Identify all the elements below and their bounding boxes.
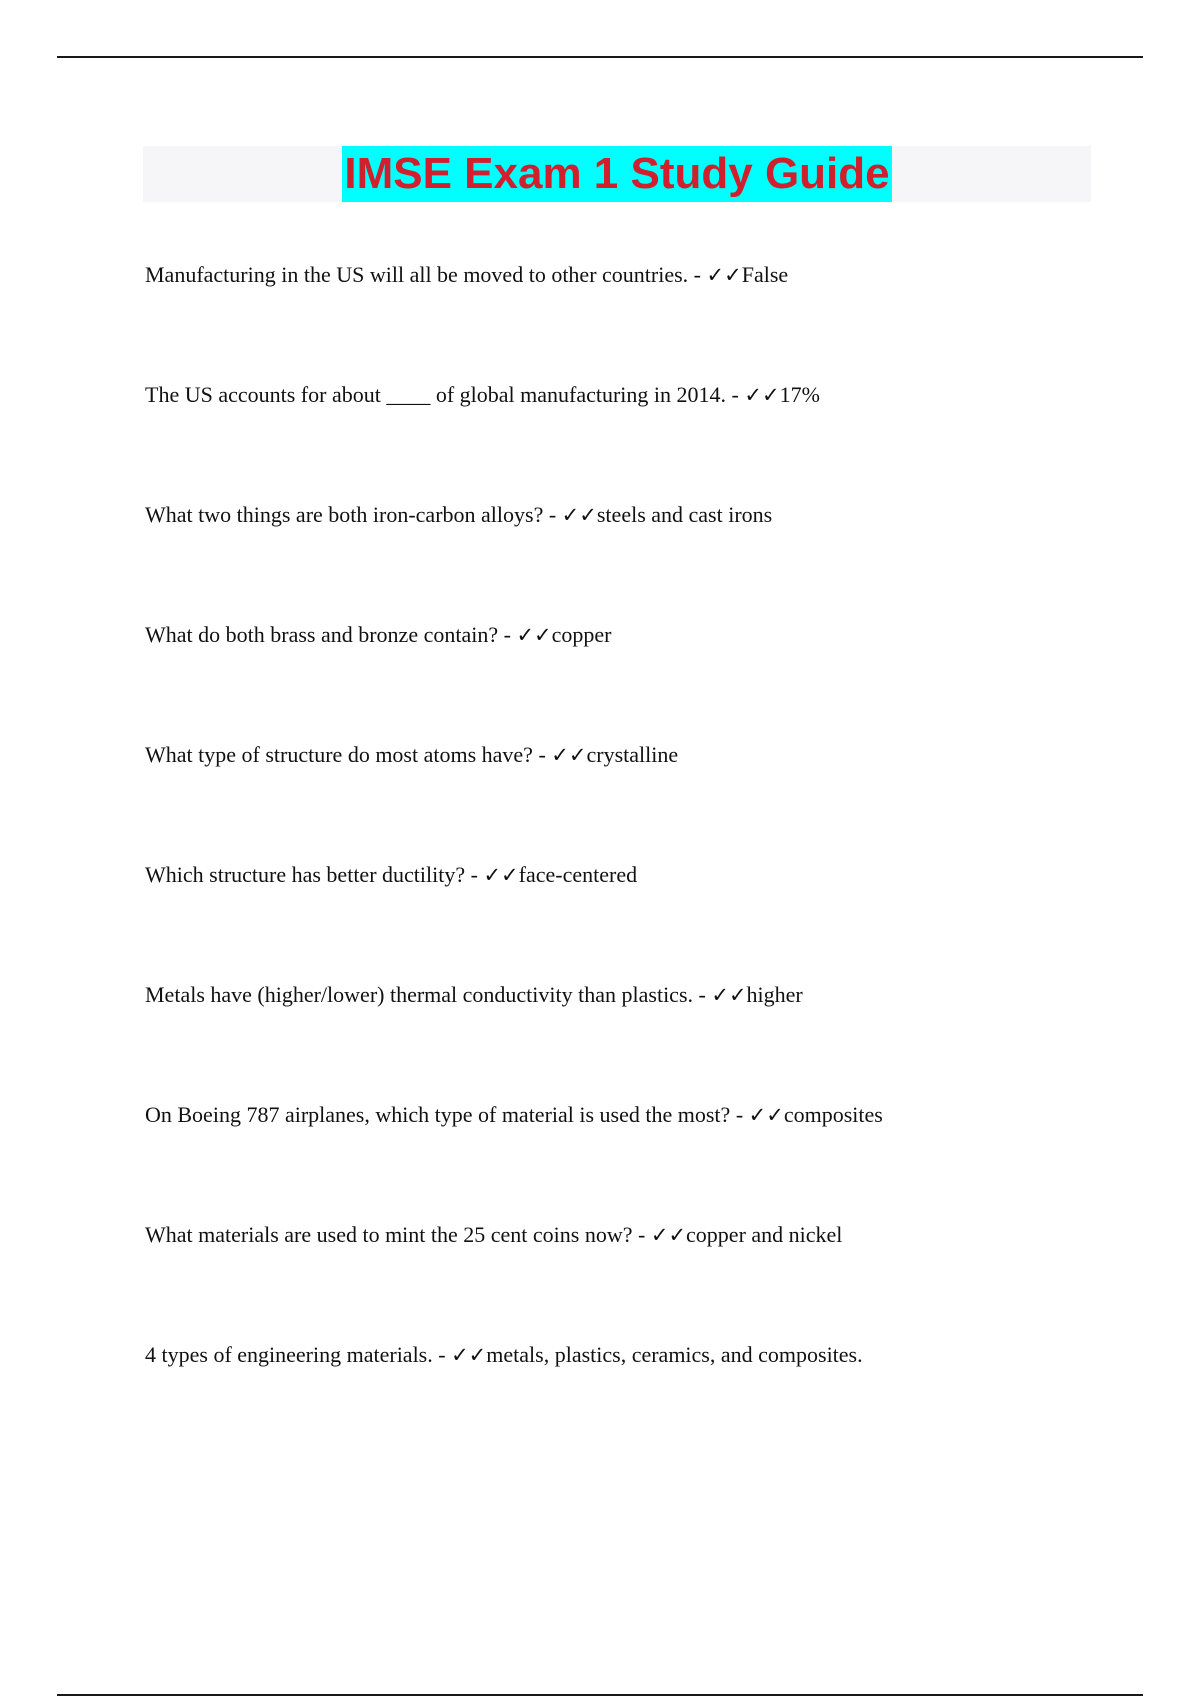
- qa-item: [145, 978, 1145, 1098]
- question-text: The US accounts for about ____ of global manufacturing in 2014.: [145, 382, 727, 407]
- separator: -: [498, 622, 517, 647]
- qa-item: [145, 858, 1145, 978]
- question-text: Manufacturing in the US will all be moved to other countries.: [145, 262, 689, 287]
- question-text: What two things are both iron-carbon alloys?: [145, 502, 544, 527]
- answer-text: face-centered: [518, 862, 638, 887]
- question-text: What type of structure do most atoms have?: [145, 742, 533, 767]
- qa-list: [145, 258, 1145, 1458]
- double-check-icon: ✓✓: [706, 263, 742, 287]
- qa-item: [145, 1098, 1145, 1218]
- answer-text: composites: [783, 1102, 883, 1127]
- double-check-icon: ✓✓: [711, 983, 747, 1007]
- double-check-icon: ✓✓: [451, 1343, 487, 1367]
- title-band: [143, 146, 1091, 202]
- double-check-icon: ✓✓: [516, 623, 552, 647]
- double-check-icon: ✓✓: [551, 743, 587, 767]
- separator: -: [532, 742, 552, 767]
- separator: -: [465, 862, 484, 887]
- qa-item: [145, 258, 1145, 378]
- separator: -: [432, 1342, 452, 1367]
- separator: -: [693, 982, 712, 1007]
- qa-item: [145, 618, 1145, 738]
- question-text: What materials are used to mint the 25 cent coins now?: [145, 1222, 633, 1247]
- question-text: Metals have (higher/lower) thermal conductivity than plastics.: [145, 982, 694, 1007]
- double-check-icon: ✓✓: [650, 1223, 687, 1247]
- question-text: On Boeing 787 airplanes, which type of material is used the most?: [145, 1102, 731, 1127]
- qa-item: [145, 498, 1145, 618]
- qa-item: [145, 1338, 1145, 1458]
- answer-text: copper: [551, 622, 612, 647]
- footer-rule: [57, 1694, 1143, 1696]
- answer-text: copper and nickel: [686, 1222, 843, 1247]
- header-rule: [57, 56, 1143, 58]
- double-check-icon: ✓✓: [748, 1103, 784, 1127]
- answer-text: 17%: [779, 382, 820, 407]
- qa-item: [145, 1218, 1145, 1338]
- qa-item: [145, 738, 1145, 858]
- double-check-icon: ✓✓: [483, 863, 519, 887]
- answer-text: crystalline: [586, 742, 679, 767]
- separator: -: [543, 502, 562, 527]
- separator: -: [726, 382, 745, 407]
- answer-text: metals, plastics, ceramics, and composites.: [486, 1342, 863, 1367]
- qa-item: [145, 378, 1145, 498]
- separator: -: [632, 1222, 651, 1247]
- double-check-icon: ✓✓: [561, 503, 597, 527]
- question-text: 4 types of engineering materials.: [145, 1342, 433, 1367]
- separator: -: [688, 262, 707, 287]
- question-text: Which structure has better ductility?: [145, 862, 466, 887]
- answer-text: steels and cast irons: [596, 502, 773, 527]
- answer-text: False: [741, 262, 789, 287]
- answer-text: higher: [746, 982, 803, 1007]
- question-text: What do both brass and bronze contain?: [145, 622, 499, 647]
- double-check-icon: ✓✓: [744, 383, 780, 407]
- separator: -: [730, 1102, 749, 1127]
- document-title: IMSE Exam 1 Study Guide: [342, 146, 891, 202]
